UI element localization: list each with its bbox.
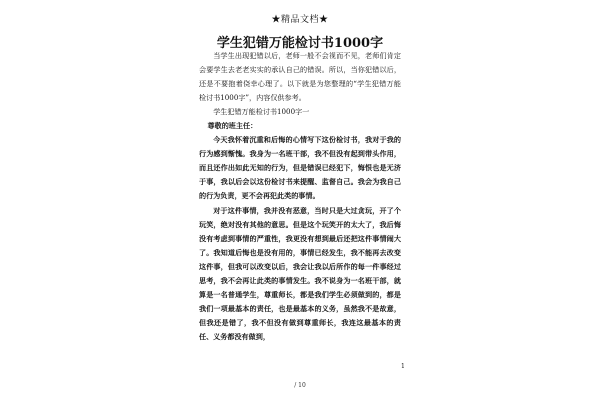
document-title: 学生犯错万能检讨书1000字 bbox=[216, 36, 384, 51]
document-body bbox=[199, 49, 401, 344]
salutation: 尊敬的班主任： bbox=[207, 121, 258, 131]
body-paragraph: 今天我怀着沉重和后悔的心情写下这份检讨书，我对于我的行为感到惭愧。我身为一名班干部，我不但没有起到带头作用，而且还作出如此无知的行为，但是错误已经犯下，悔恨也是无济于事，我以后会以这份检讨书来提醒、监督自己。我会为我自己的行为负责，更不会再犯此类的事情。 bbox=[199, 135, 401, 201]
page-footer: / 10 bbox=[294, 382, 306, 389]
section-heading: 学生犯错万能检讨书1000字一 bbox=[213, 107, 310, 117]
intro-paragraph: 当学生出现犯错以后，老师一般不会视而不见，老师们肯定会要学生去老老实实的承认自己的错误。所以，当你犯错以后，还是不要抱着侥幸心理了。以下就是为您整理的“学生犯错万能检讨书1000字”，内容仅供参考。 bbox=[199, 51, 401, 103]
document-header: ★精品文档★ bbox=[271, 15, 329, 25]
body-paragraph: 对于这件事情，我并没有恶意，当时只是大过贪玩，开了个玩笑，绝对没有其他的意思。但是这个玩笑开的太大了，我后悔没有考虑到事情的严重性，我更没有想到最后还把这件事情闹大了。我知道后悔也是没有用的，事情已经发生，我不能再去改变这件事，但我可以改变以后，我会让我以后所作的每一件事经过思考，我不会再让此类的事情发生。我不说身为一名班干部，就算是一名普通学生，尊重师长，都是我们学生必须做到的，都是我们一项最基本的责任，也是最基本的义务，虽然我不是故意，但我还是错了，我不但没有做到尊重师长，我连这最基本的责任、义务都没有做到， bbox=[199, 205, 401, 341]
page-number: 1 bbox=[401, 363, 405, 370]
